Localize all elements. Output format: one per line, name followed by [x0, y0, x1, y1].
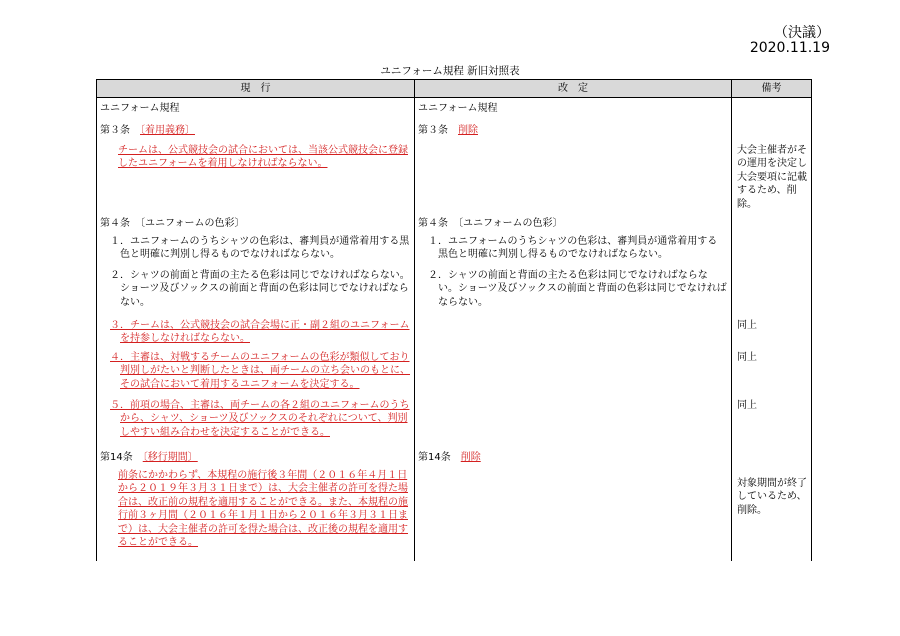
note-cell — [732, 142, 812, 215]
regulation-name: ユニフォーム規程 — [100, 103, 180, 114]
table-row — [97, 120, 812, 142]
deleted-mark: 削除 — [458, 124, 478, 136]
paragraph: ２．シャツの前面と背面の主たる色彩は同じでなければならない。ショーツ及びソックスの前面と背面の色彩は同じでなければならない。 — [428, 269, 727, 308]
note-text: 大会主催者がその運用を決定し大会要項に記載するため、削除。 — [737, 144, 807, 210]
paragraph: ３．チームは、公式競技会の試合会場に正・副２組のユニフォームを持参しなければならない。 — [110, 319, 410, 344]
column-header-note: 備考 — [732, 80, 812, 98]
paragraph: ２．シャツの前面と背面の主たる色彩は同じでなければならない。ショーツ及びソックスの前面と背面の色彩は同じでなければならない。 — [110, 269, 410, 308]
comparison-table — [96, 79, 812, 561]
note-cell — [732, 319, 812, 351]
revised-cell — [415, 319, 732, 351]
table-row — [97, 469, 812, 561]
revised-cell — [415, 449, 732, 469]
table-row — [97, 142, 812, 215]
document-date: 2020.11.19 — [749, 40, 830, 56]
article-heading: 第４条 〔ユニフォームの色彩〕 — [418, 217, 563, 229]
deleted-mark: 削除 — [460, 451, 481, 463]
current-cell — [97, 235, 415, 269]
note-cell — [732, 235, 812, 269]
regulation-name: ユニフォーム規程 — [418, 103, 498, 114]
paragraph: ４．主審は、対戦するチームのユニフォームの色彩が類似しており判別しがたいと判断したときは、両チームの立ち会いのもとに、その試合において着用するユニフォームを決定する。 — [110, 351, 410, 390]
note-cell — [732, 215, 812, 235]
article-body: チームは、公式競技会の試合においては、当該公式競技会に登録したユニフォームを着用しなければならない。 — [118, 144, 408, 169]
current-cell — [97, 142, 415, 215]
table-row — [97, 269, 812, 319]
current-cell — [97, 269, 415, 319]
note-cell — [732, 351, 812, 399]
article-caption: 〔移行期間〕 — [142, 451, 198, 463]
table-row — [97, 215, 812, 235]
current-cell — [97, 469, 415, 561]
current-cell — [97, 319, 415, 351]
table-row — [97, 235, 812, 269]
revised-cell — [415, 120, 732, 142]
column-header-current: 現 行 — [97, 80, 415, 98]
article-number: 第14条 — [418, 451, 461, 463]
table-row — [97, 399, 812, 449]
note-cell — [732, 269, 812, 319]
article-number: 第14条 — [100, 451, 143, 463]
article-body: 前条にかかわらず、本規程の施行後３年間（２０１６年４月１日から２０１９年３月３１日まで）は、大会主催者の許可を得た場合は、改正前の規程を適用することができる。また、本規程の施行前３ヶ月間（２０１６年１月１日から２０１６年３月３１日まで）は、大会主催者の許可を得た場合は、改正後の規程を適用することができる。 — [118, 469, 408, 548]
table-row — [97, 449, 812, 469]
table-row — [97, 319, 812, 351]
note-cell — [732, 120, 812, 142]
revised-cell — [415, 469, 732, 561]
revised-cell — [415, 215, 732, 235]
article-heading: 第４条 〔ユニフォームの色彩〕 — [100, 217, 245, 229]
paragraph: １．ユニフォームのうちシャツの色彩は、審判員が通常着用する黒色と明確に判別し得るものでなければならない。 — [428, 235, 718, 260]
paragraph: １．ユニフォームのうちシャツの色彩は、審判員が通常着用する黒色と明確に判別し得るものでなければならない。 — [110, 235, 410, 260]
current-cell — [97, 351, 415, 399]
note-cell — [732, 469, 812, 561]
note-cell — [732, 98, 812, 120]
resolution-label: （決議） — [774, 25, 830, 41]
revised-cell — [415, 351, 732, 399]
note-cell — [732, 399, 812, 449]
note-text: 同上 — [737, 319, 757, 331]
revised-cell — [415, 399, 732, 449]
document-title: ユニフォーム規程 新旧対照表 — [380, 65, 520, 77]
paragraph: ５．前項の場合、主審は、両チームの各２組のユニフォームのうちから、シャツ、ショーツ及びソックスのそれぞれについて、判別しやすい組み合わせを決定することができる。 — [110, 399, 410, 438]
column-header-revised: 改 定 — [415, 80, 732, 98]
note-cell — [732, 449, 812, 469]
note-text: 同上 — [737, 351, 757, 363]
current-cell — [97, 399, 415, 449]
article-number: 第３条 — [100, 124, 140, 136]
revised-cell — [415, 98, 732, 120]
table-header-row — [97, 80, 812, 98]
table-row — [97, 98, 812, 120]
current-cell — [97, 215, 415, 235]
table-row — [97, 351, 812, 399]
note-text: 同上 — [737, 399, 757, 411]
revised-cell — [415, 269, 732, 319]
current-cell — [97, 449, 415, 469]
revised-cell — [415, 142, 732, 215]
article-caption: 〔着用義務〕 — [140, 124, 195, 136]
current-cell — [97, 98, 415, 120]
article-number: 第３条 — [418, 124, 458, 136]
note-text: 対象期間が終了しているため、削除。 — [737, 477, 807, 516]
revised-cell — [415, 235, 732, 269]
current-cell — [97, 120, 415, 142]
